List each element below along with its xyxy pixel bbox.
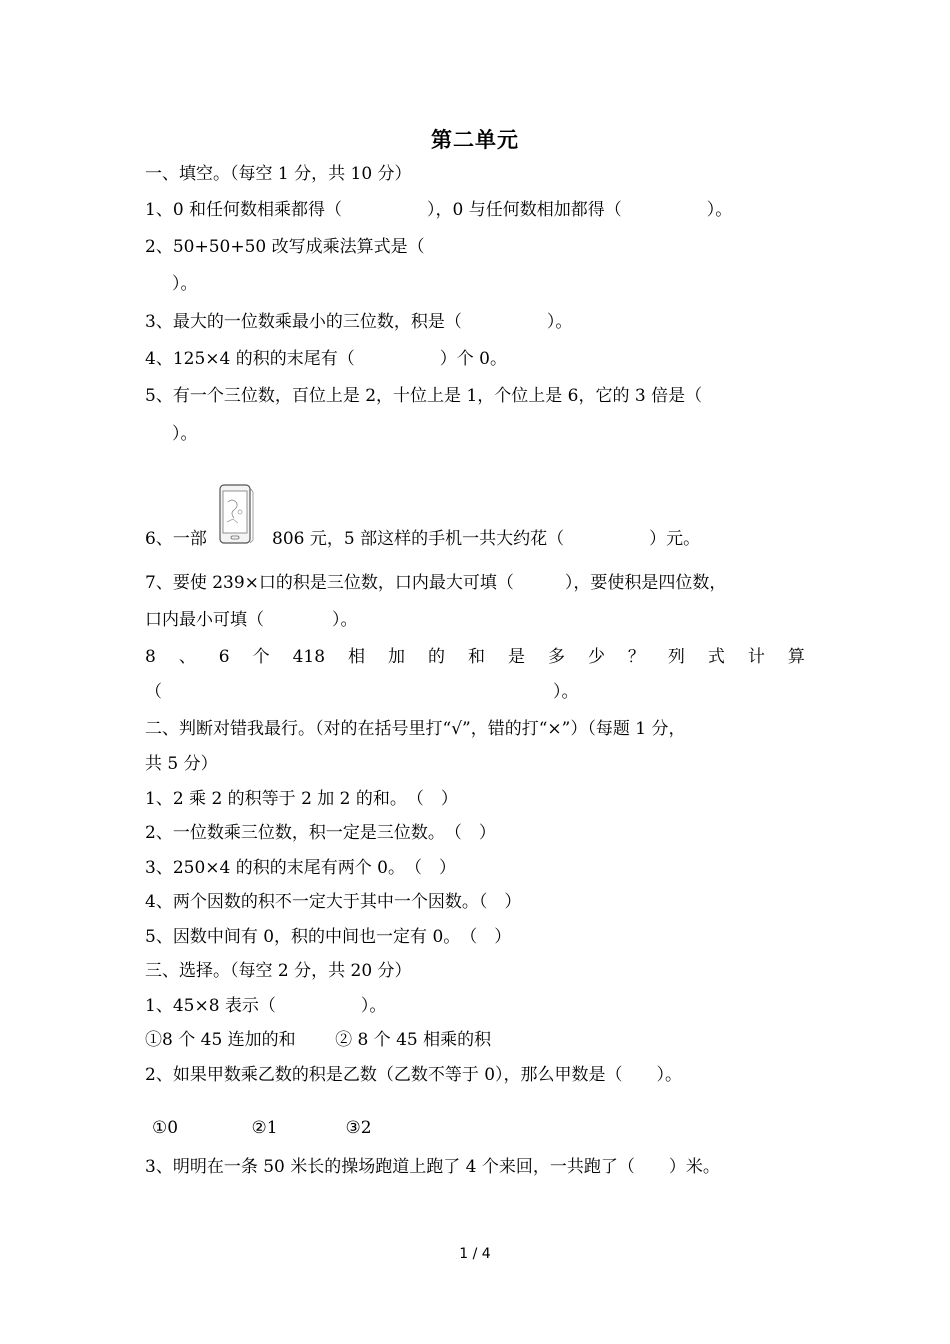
fill-q6-prefix: 6、一部 [145,529,207,549]
page-number: 1 / 4 [459,1246,491,1262]
page-title: 第二单元 [431,127,519,152]
q8-word: 6 [218,647,230,667]
q8-word: 多 [547,647,565,667]
judge-q2: 2、一位数乘三位数，积一定是三位数。 （ ） [145,823,496,843]
fill-q2-line1: 2、50+50+50 改写成乘法算式是（ [145,237,425,257]
q8-word: 、 [178,647,196,667]
choice-q3: 3、明明在一条 50 米长的操场跑道上跑了 4 个来回，一共跑了（ ）米。 [145,1157,720,1177]
section3-heading: 三、选择。（每空 2 分，共 20 分） [145,961,412,981]
section2-heading-line1: 二、判断对错我最行。（对的在括号里打“√”，错的打“×”）（每题 1 分， [145,719,686,739]
q8-word: ？ [627,647,645,667]
fill-q2-line2: ）。 [172,274,198,294]
q8-word: 和 [467,647,485,667]
fill-q3: 3、最大的一位数乘最小的三位数，积是（ ）。 [145,312,573,332]
q8-word: 少 [587,647,605,667]
judge-q3: 3、250×4 的积的末尾有两个 0。 （ ） [145,858,456,878]
choice-q1: 1、45×8 表示（ ）。 [145,996,387,1016]
choice-q2: 2、如果甲数乘乙数的积是乙数（乙数不等于 0），那么甲数是（ ）。 [145,1065,683,1085]
q8-word: 的 [428,647,445,667]
fill-q7-line2: 口内最小可填（ ）。 [145,610,358,630]
q8-word: 是 [507,647,525,667]
q8-word: 相 [348,647,366,667]
mobile-phone-icon [218,484,256,546]
choice-q1-options: ①8 个 45 连加的和 ② 8 个 45 相乘的积 [145,1030,492,1050]
q8-word: 8 [145,647,156,667]
q8-word: 列 [667,647,685,667]
fill-q5-line2: ）。 [172,424,198,444]
q8-word: 加 [388,647,406,667]
fill-q6-text: 806 元，5 部这样的手机一共大约花（ ）元。 [272,529,701,549]
section2-heading-line2: 共 5 分） [145,754,218,774]
fill-q5-line1: 5、有一个三位数，百位上是 2，十位上是 1，个位上是 6，它的 3 倍是（ [145,386,703,406]
q8-word: 个 [252,647,270,667]
q8-word: 418 [292,647,326,667]
judge-q1: 1、2 乘 2 的积等于 2 加 2 的和。 （ ） [145,789,458,809]
q8-word: 计 [747,647,765,667]
fill-q8-line1 [145,646,805,668]
section1-heading: 一、填空。（每空 1 分，共 10 分） [145,164,412,184]
judge-q5: 5、因数中间有 0，积的中间也一定有 0。 （ ） [145,927,512,947]
judge-q4: 4、两个因数的积不一定大于其中一个因数。（ ） [145,892,522,912]
q8-word: 算 [787,647,805,667]
fill-q8-line2: （ ）。 [145,682,579,702]
fill-q7-line1: 7、要使 239×口的积是三位数，口内最大可填（ ），要使积是四位数， [145,573,727,593]
fill-q4: 4、125×4 的积的末尾有（ ）个 0。 [145,349,507,369]
fill-q1: 1、0 和任何数相乘都得（ ），0 与任何数相加都得（ ）。 [145,200,733,220]
choice-q2-options: ①0 ②1 ③2 [152,1118,372,1138]
q8-word: 式 [707,647,725,667]
